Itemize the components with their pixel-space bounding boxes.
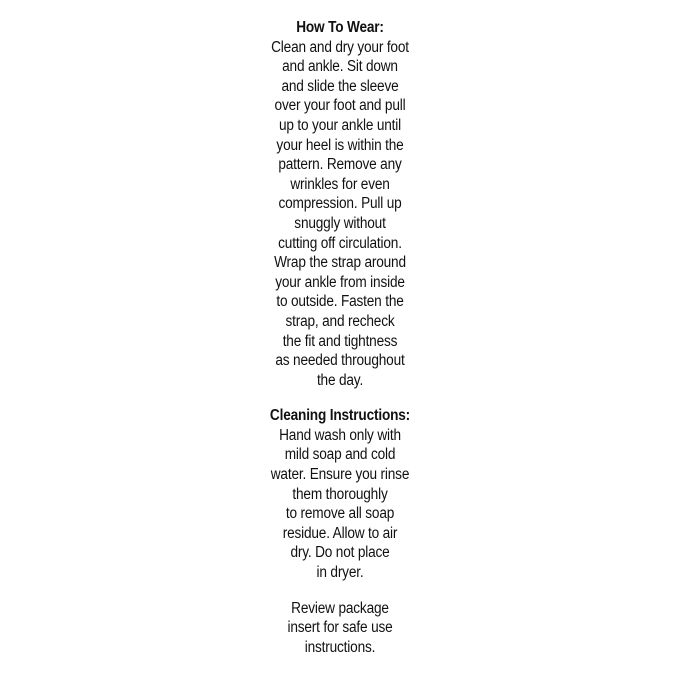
how-to-wear-line: the fit and tightness bbox=[282, 332, 398, 350]
how-to-wear-line: snuggly without bbox=[294, 214, 386, 232]
how-to-wear-section bbox=[250, 18, 430, 390]
instruction-text-column bbox=[250, 18, 430, 657]
section-spacer bbox=[250, 390, 430, 406]
how-to-wear-line: the day. bbox=[316, 371, 364, 389]
cleaning-instructions-heading: Cleaning Instructions: bbox=[269, 407, 411, 425]
how-to-wear-line: strap, and recheck bbox=[285, 312, 395, 330]
how-to-wear-line: up to your ankle until bbox=[278, 116, 401, 134]
cleaning-instructions-line: Hand wash only with bbox=[279, 426, 401, 444]
section-spacer bbox=[250, 583, 430, 599]
how-to-wear-line: and slide the sleeve bbox=[281, 77, 399, 95]
cleaning-instructions-line: dry. Do not place bbox=[290, 544, 390, 562]
how-to-wear-line: wrinkles for even bbox=[290, 175, 390, 193]
how-to-wear-line: pattern. Remove any bbox=[278, 156, 402, 174]
how-to-wear-line: to outside. Fasten the bbox=[276, 293, 404, 311]
review-note-section bbox=[250, 599, 430, 658]
review-note-line: Review package bbox=[291, 599, 389, 617]
how-to-wear-line: your heel is within the bbox=[276, 136, 404, 154]
how-to-wear-line: Wrap the strap around bbox=[274, 254, 406, 272]
how-to-wear-line: over your foot and pull bbox=[274, 97, 406, 115]
review-note-line: insert for safe use bbox=[287, 619, 393, 637]
cleaning-instructions-line: in dryer. bbox=[316, 564, 364, 582]
cleaning-instructions-line: water. Ensure you rinse bbox=[270, 466, 410, 484]
how-to-wear-line: cutting off circulation. bbox=[278, 234, 402, 252]
cleaning-instructions-line: mild soap and cold bbox=[284, 446, 396, 464]
how-to-wear-heading: How To Wear: bbox=[296, 19, 384, 36]
how-to-wear-line: and ankle. Sit down bbox=[282, 58, 398, 76]
cleaning-instructions-line: to remove all soap bbox=[285, 505, 395, 523]
cleaning-instructions-line: residue. Allow to air bbox=[282, 524, 398, 542]
how-to-wear-line: compression. Pull up bbox=[278, 195, 402, 213]
cleaning-instructions-line: them thoroughly bbox=[292, 485, 388, 503]
cleaning-instructions-section bbox=[250, 406, 430, 582]
how-to-wear-line: your ankle from inside bbox=[275, 273, 405, 291]
review-note-line: instructions. bbox=[304, 638, 376, 656]
how-to-wear-line: Clean and dry your foot bbox=[271, 38, 409, 56]
how-to-wear-line: as needed throughout bbox=[275, 352, 405, 370]
